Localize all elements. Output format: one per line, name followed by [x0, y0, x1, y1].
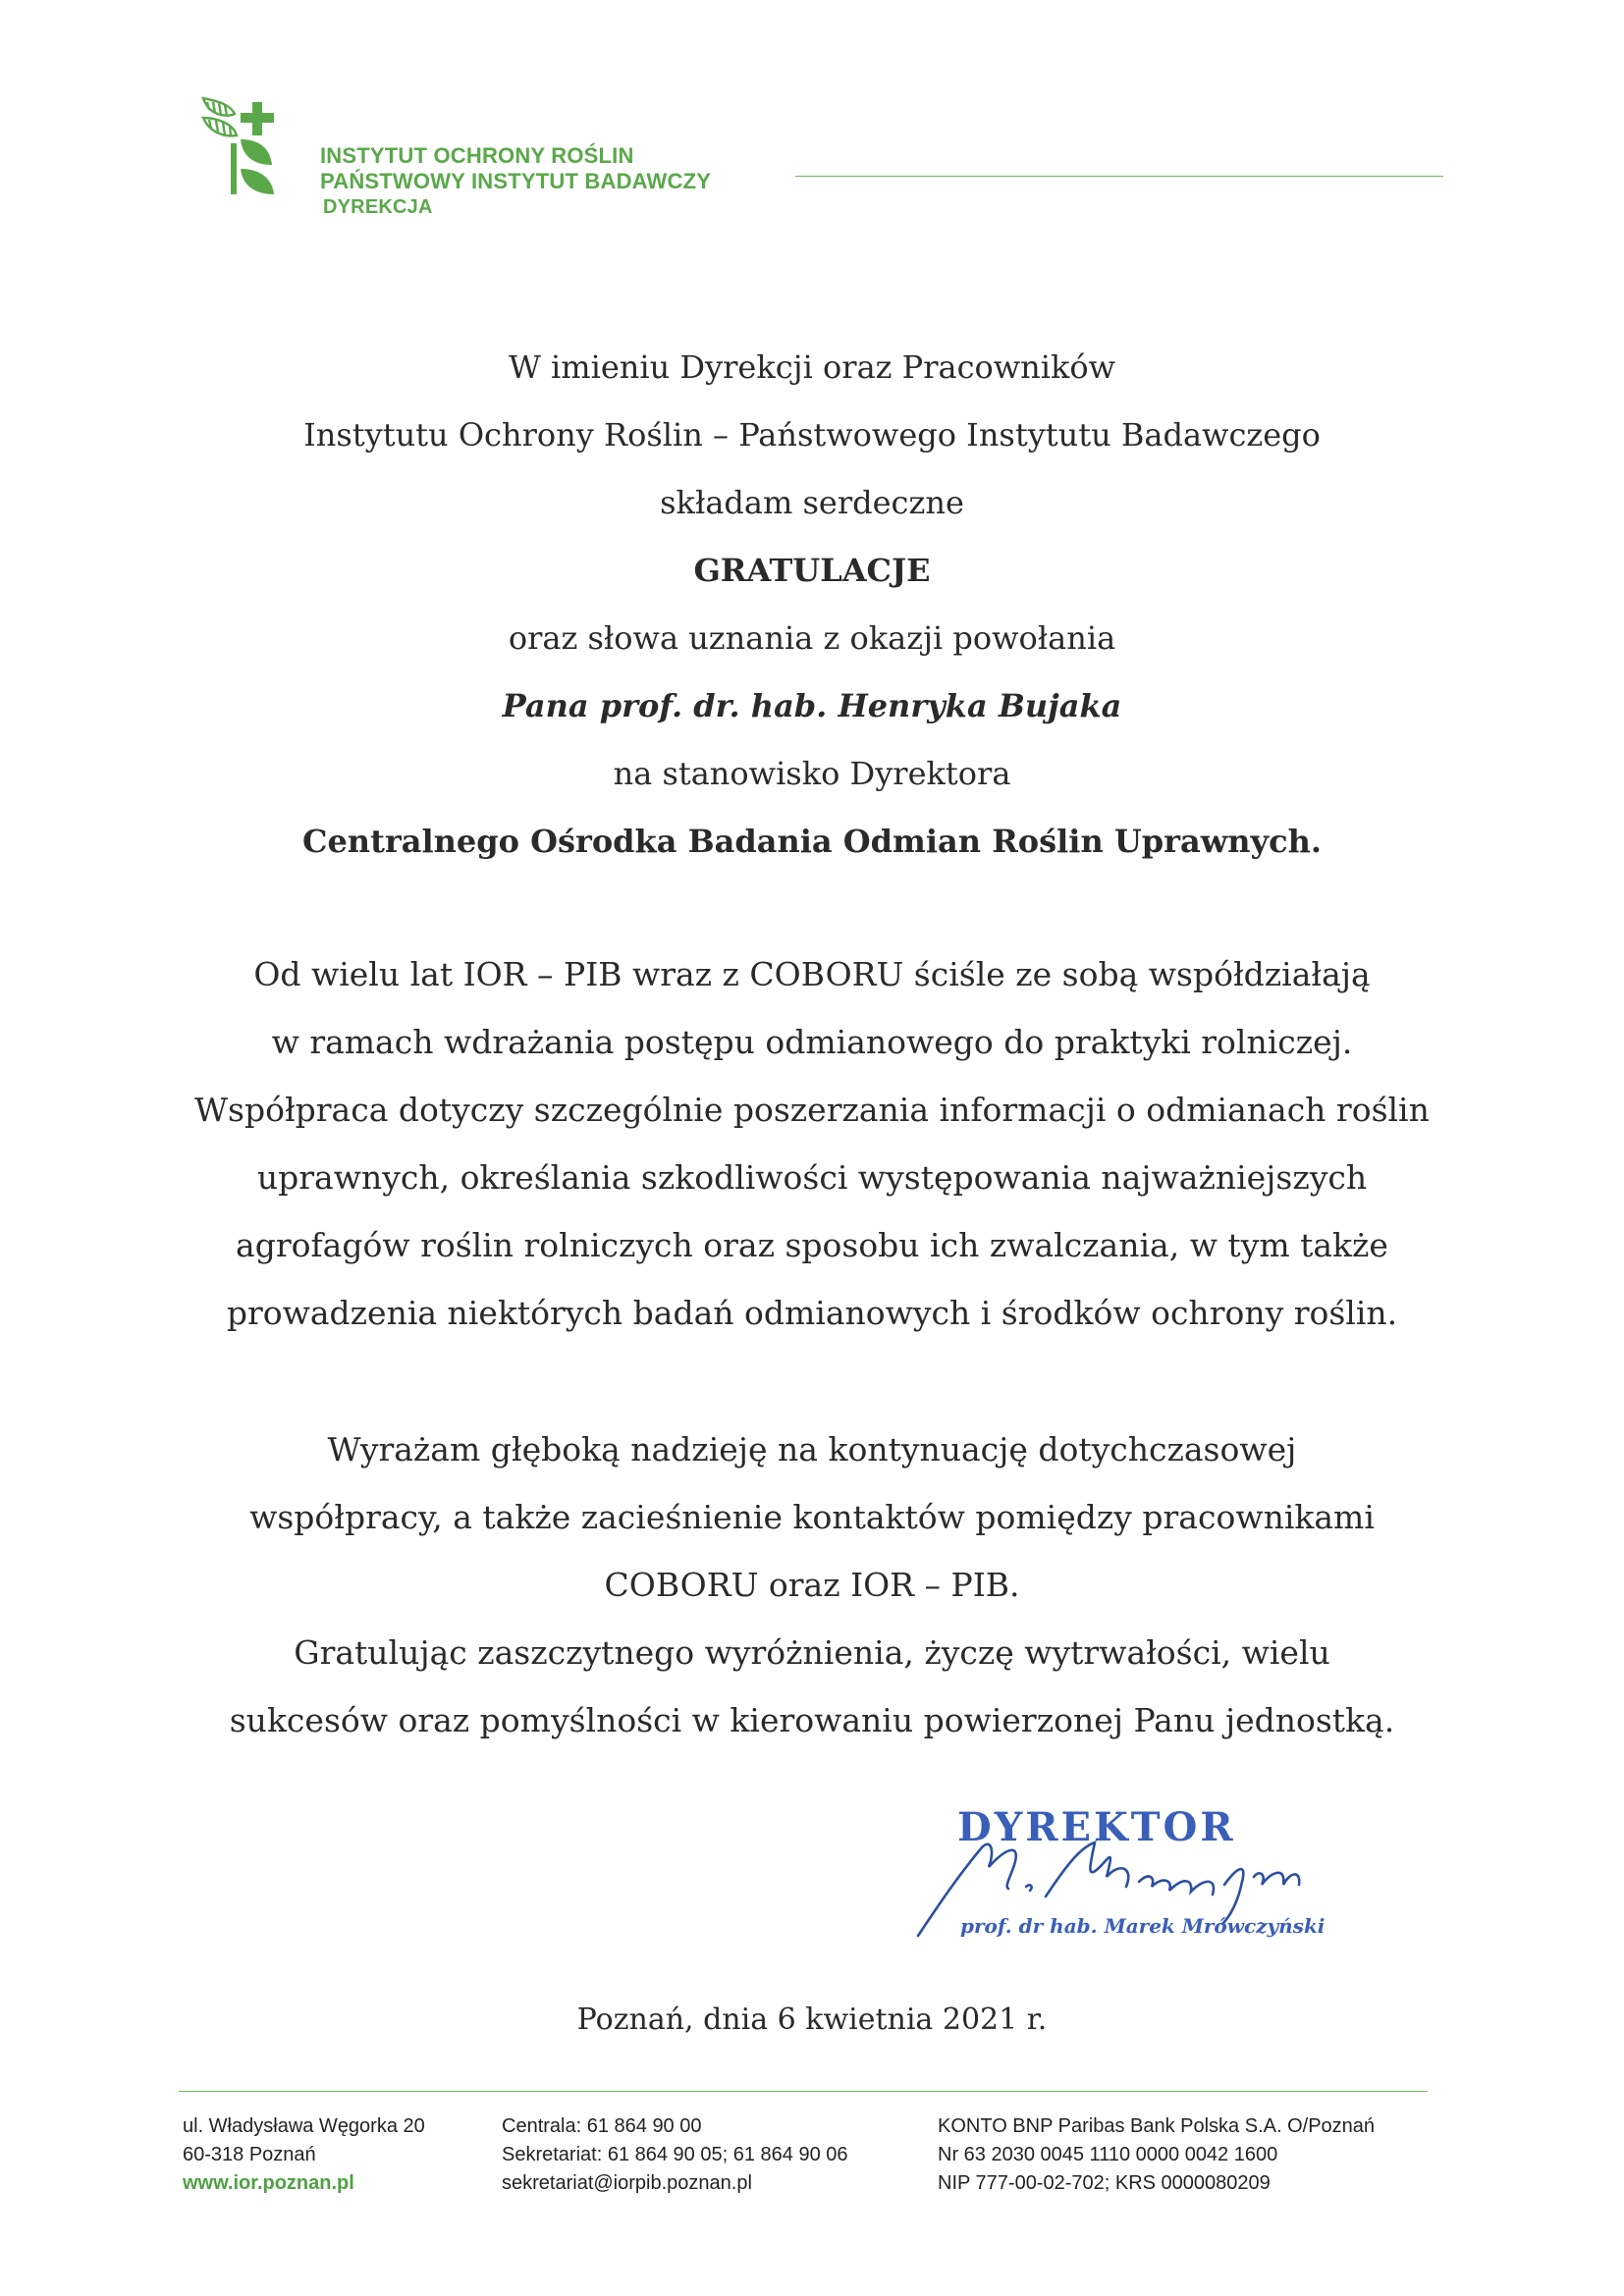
signatory-name: prof. dr hab. Marek Mrówczyński: [960, 1914, 1326, 1938]
organization-name: Centralnego Ośrodka Badania Odmian Roślin Uprawnych.: [301, 823, 1323, 860]
footer-divider: [179, 2091, 1428, 2092]
text-line: na stanowisko Dyrektora: [613, 755, 1011, 792]
text-line: COBORU oraz IOR – PIB.: [604, 1566, 1020, 1604]
institute-logo: [201, 96, 299, 198]
text-line: Współpraca dotyczy szczególnie poszerzania informacji o odmianach roślin: [194, 1091, 1430, 1129]
org-name-line2: PAŃSTWOWY INSTYTUT BADAWCZY: [320, 169, 712, 193]
text-line: W imieniu Dyrekcji oraz Pracowników: [508, 348, 1116, 386]
congratulation-block: [0, 334, 1624, 876]
phone-central: Centrala: 61 864 90 00: [502, 2115, 702, 2137]
text-line: agrofagów roślin rolniczych oraz sposobu ich zwalczania, w tym także: [236, 1226, 1388, 1264]
email-link[interactable]: sekretariat@iorpib.poznan.pl: [502, 2172, 752, 2194]
bank-account: Nr 63 2030 0045 1110 0000 0042 1600: [938, 2144, 1278, 2165]
bank-name: KONTO BNP Paribas Bank Polska S.A. O/Poznań: [938, 2115, 1376, 2137]
header-divider: [795, 176, 1443, 177]
phone-secretariat: Sekretariat: 61 864 90 05; 61 864 90 06: [502, 2144, 848, 2165]
tax-ids: NIP 777-00-02-702; KRS 0000080209: [938, 2172, 1271, 2194]
text-line: Gratulując zaszczytnego wyróżnienia, życzę wytrwałości, wielu: [294, 1633, 1330, 1672]
footer-address: [183, 2112, 425, 2198]
text-line: uprawnych, określania szkodliwości występowania najważniejszych: [256, 1158, 1368, 1197]
text-line: oraz słowa uznania z okazji powołania: [508, 619, 1116, 657]
text-line: Instytutu Ochrony Roślin – Państwowego Instytutu Badawczego: [303, 416, 1321, 454]
address-city: 60-318 Poznań: [183, 2144, 316, 2165]
recipient-name: Pana prof. dr. hab. Henryka Bujaka: [502, 687, 1122, 724]
text-line: sukcesów oraz pomyślności w kierowaniu powierzonej Panu jednostką.: [229, 1701, 1395, 1739]
document-date: Poznań, dnia 6 kwietnia 2021 r.: [576, 2002, 1048, 2037]
institute-name: [320, 143, 711, 220]
signature-title-stamp: DYREKTOR: [957, 1804, 1236, 1850]
footer-bank: [938, 2112, 1375, 2198]
website-link[interactable]: www.ior.poznan.pl: [183, 2172, 354, 2194]
paragraph-cooperation: [0, 940, 1624, 1347]
text-line: Wyrażam głęboką nadzieję na kontynuację dotychczasowej: [327, 1430, 1297, 1468]
text-line: Od wielu lat IOR – PIB wraz z COBORU ściśle ze sobą współdziałają: [253, 955, 1371, 993]
text-line: prowadzenia niektórych badań odmianowych i środków ochrony roślin.: [226, 1294, 1398, 1332]
heading-gratulacje: GRATULACJE: [693, 552, 931, 589]
footer-contact: [502, 2112, 848, 2198]
address-street: ul. Władysława Węgorka 20: [183, 2115, 425, 2137]
org-department: DYREKCJA: [323, 196, 433, 218]
org-name-line1: INSTYTUT OCHRONY ROŚLIN: [320, 143, 634, 168]
text-line: w ramach wdrażania postępu odmianowego do praktyki rolniczej.: [271, 1023, 1353, 1061]
text-line: składam serdeczne: [660, 484, 964, 521]
paragraph-wishes: [0, 1415, 1624, 1754]
text-line: współpracy, a także zacieśnienie kontaktów pomiędzy pracownikami: [249, 1498, 1375, 1536]
